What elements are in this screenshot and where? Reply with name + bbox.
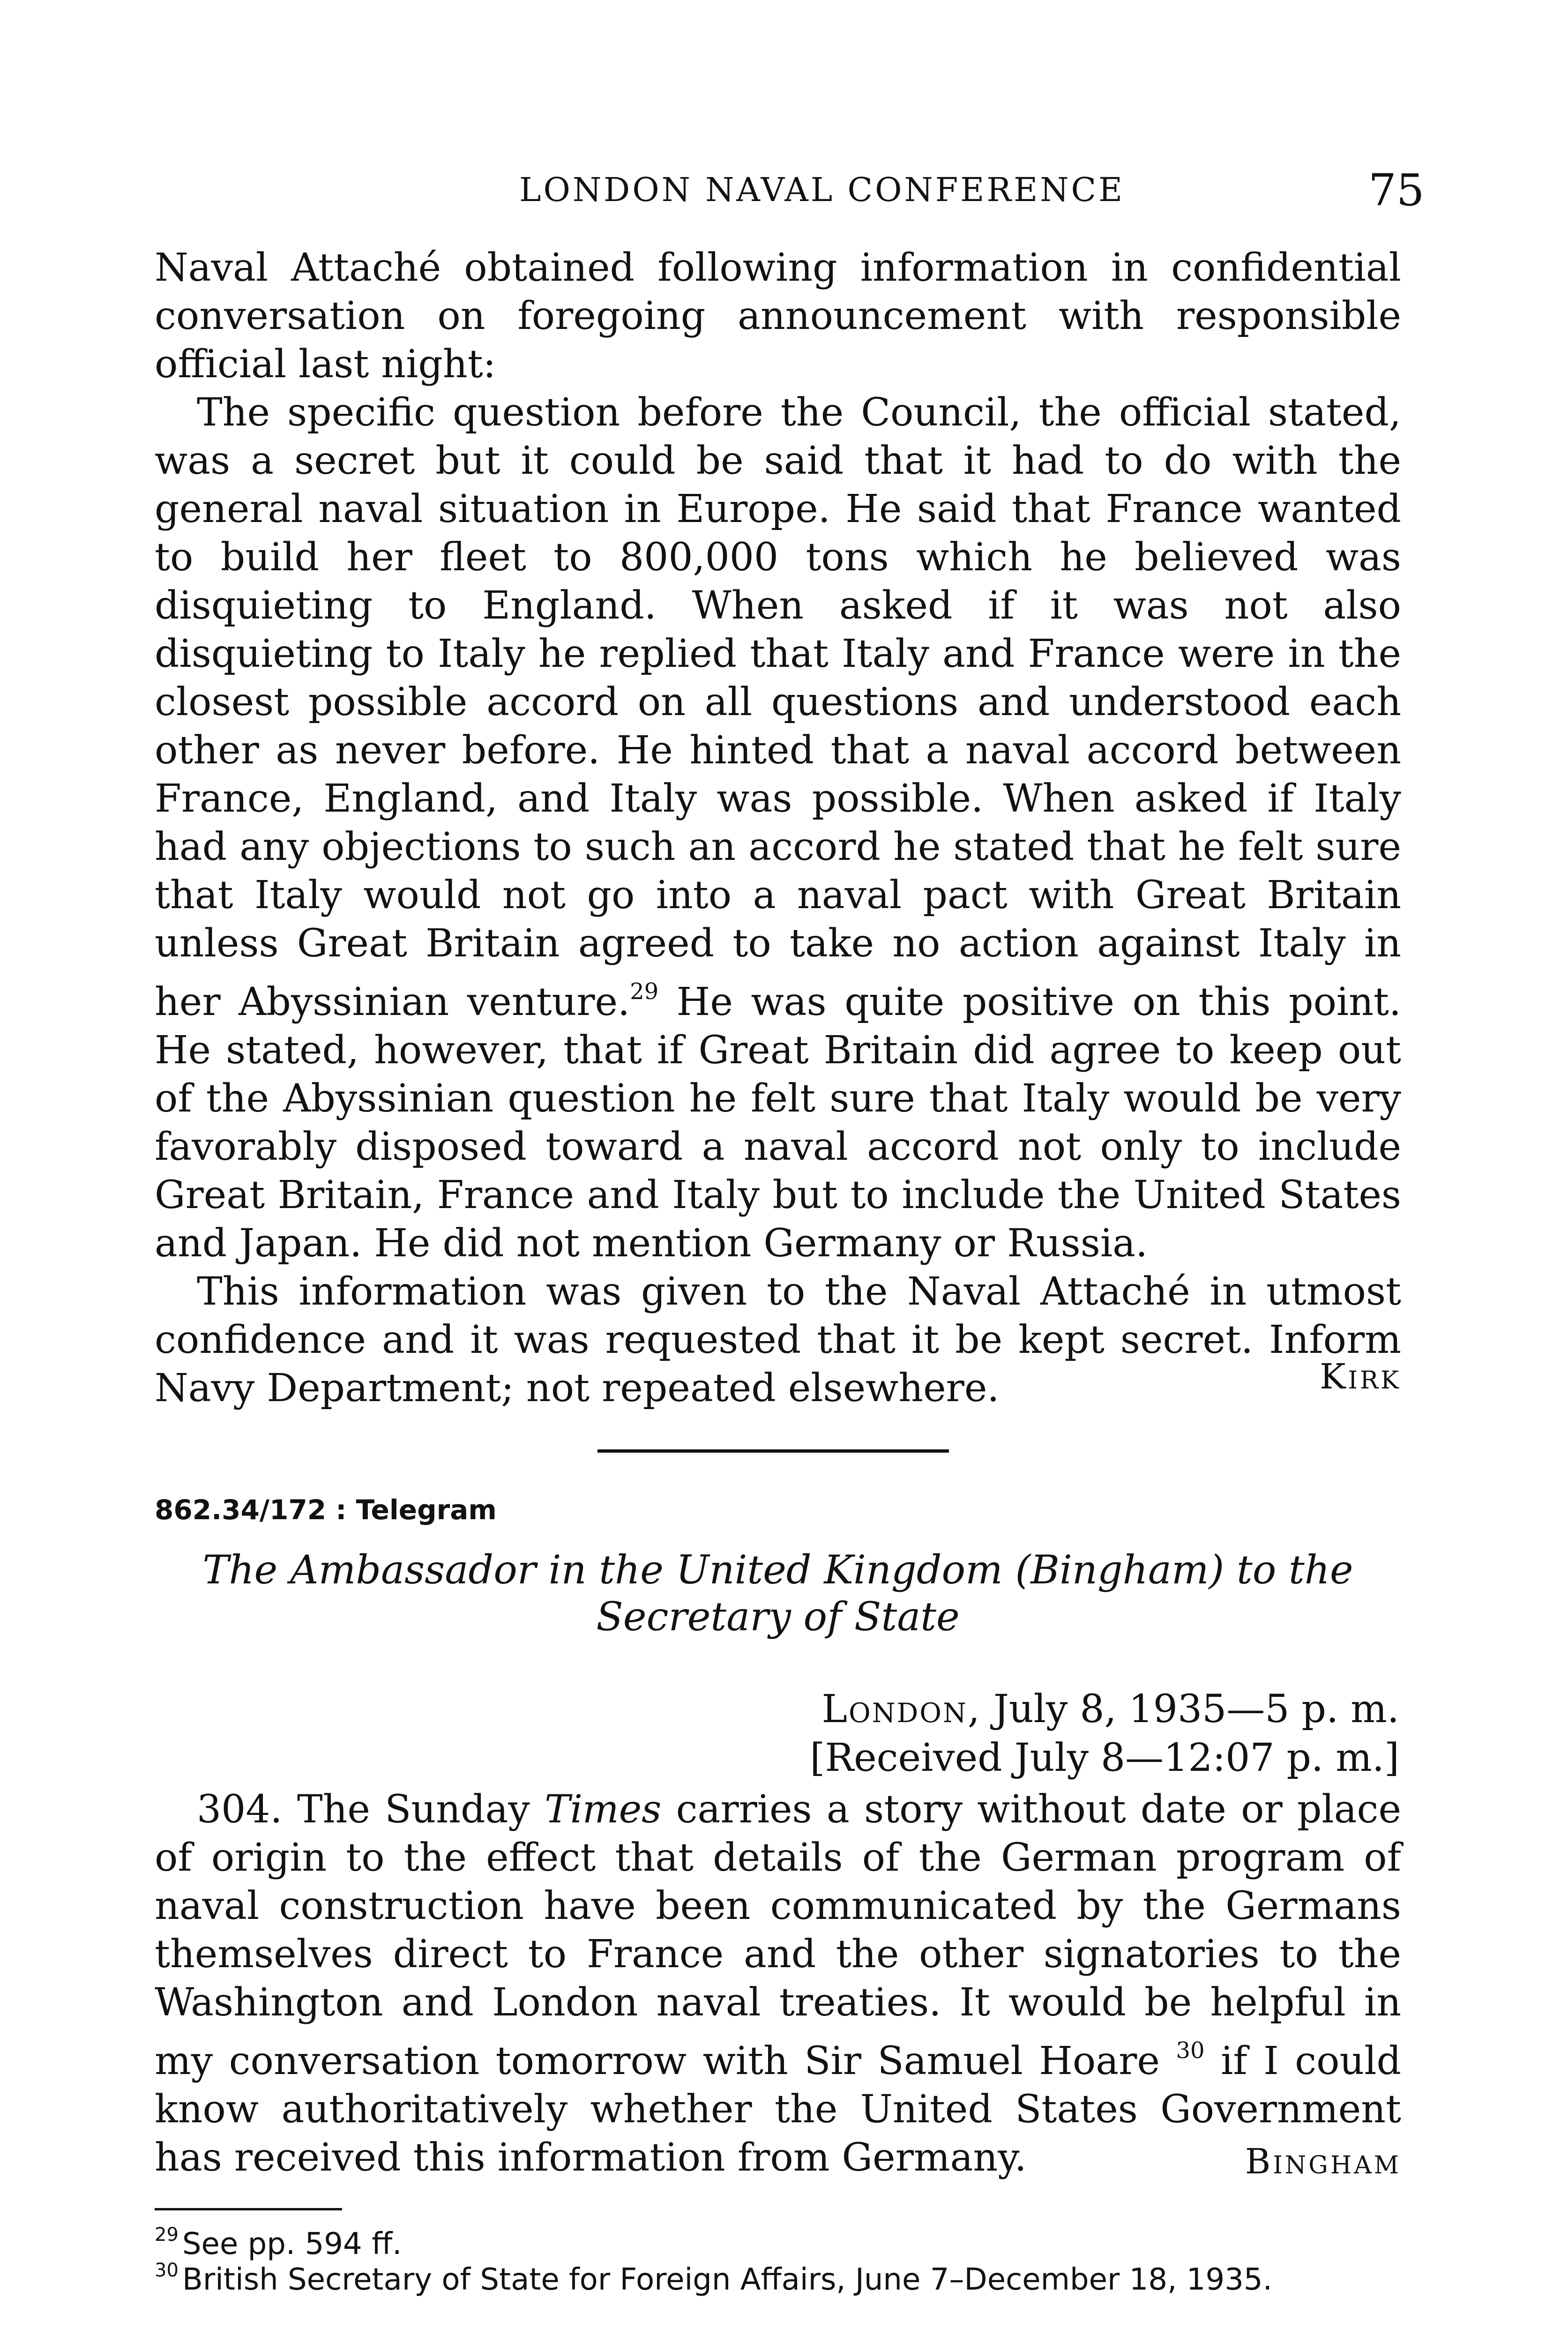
paragraph: This information was given to the Naval Attaché in utmost confidence and it was requested that it be kept secret. Inform Navy Department; not repeated elsewhere.: [155, 1269, 1401, 1410]
paragraph: Naval Attaché obtained following information in confidential conversation on foregoing announcement with responsible official last night:: [155, 246, 1401, 387]
footnote: [155, 2260, 1401, 2297]
footnote-mark: 29: [155, 2224, 179, 2246]
file-reference: 862.34/172 : Telegram: [155, 1494, 497, 1526]
footnote-divider: [155, 2208, 342, 2210]
dateline-place: London,: [821, 1687, 981, 1731]
running-title: LONDON NAVAL CONFERENCE: [519, 171, 1125, 209]
signature-kirk: Kirk: [1320, 1357, 1401, 1397]
telegram-body-kirk: [155, 244, 1401, 1412]
section-divider: [597, 1449, 949, 1453]
newspaper-name: Times: [545, 1787, 662, 1832]
footnote-mark: 30: [155, 2260, 179, 2281]
paragraph-text: if I could know authoritatively whether the United States Government has received this information from Germany.: [155, 2039, 1401, 2180]
dateline: [822, 1687, 1399, 1731]
telegram-body-bingham: [155, 1785, 1401, 2182]
page-number: 75: [1368, 165, 1425, 216]
footnote-text: British Secretary of State for Foreign Affairs, June 7–December 18, 1935.: [182, 2262, 1272, 2297]
dateline-date: July 8, 1935—5 p. m.: [981, 1687, 1399, 1731]
running-header: [0, 165, 1568, 216]
paragraph-text: carries a story without date or place of origin to the effect that details of the German program of naval construction have been communicated by the Germans themselves direct to France and the other signatories to the Washington and London naval treaties. It would be helpful in my conversation tomorrow with Sir Samuel Hoare: [155, 1787, 1401, 2083]
footnote-text: See pp. 594 ff.: [182, 2227, 402, 2261]
footnote-reference: 29: [630, 978, 659, 1005]
paragraph-text: 304. The Sunday: [197, 1787, 545, 1832]
paragraph-text: The specific question before the Council, the official stated, was a secret but it could be said that it had to do with the general naval situation in Europe. He said that France wanted to build her fleet to 800,000 tons which he believed was disquieting to England. When asked if it was not also disquieting to Italy he replied that Italy and France were in the closest possible accord on all questions and understood each other as never before. He hinted that a naval accord between France, England, and Italy was possible. When asked if Italy had any objections to such an accord he stated that he felt sure that Italy would not go into a naval pact with Great Britain unless Great Britain agreed to take no action against Italy in her Abyssinian venture.: [155, 390, 1401, 1024]
document-title: The Ambassador in the United Kingdom (Bingham) to the Secretary of State: [202, 1547, 1353, 1640]
paragraph: [155, 1785, 1401, 2182]
paragraph: [155, 388, 1401, 1268]
received-line: [Received July 8—12:07 p. m.]: [810, 1736, 1399, 1780]
signature-bingham: Bingham: [1245, 2142, 1401, 2182]
footnote: [155, 2224, 1401, 2261]
footnote-reference: 30: [1176, 2037, 1205, 2064]
paragraph-text: He was quite positive on this point. He stated, however, that if Great Britain did agree to keep out of the Abyssinian question he felt sure that Italy would be very favorably disposed toward a naval accord not only to include Great Britain, France and Italy but to include the United States and Japan. He did not mention Germany or Russia.: [155, 980, 1401, 1266]
